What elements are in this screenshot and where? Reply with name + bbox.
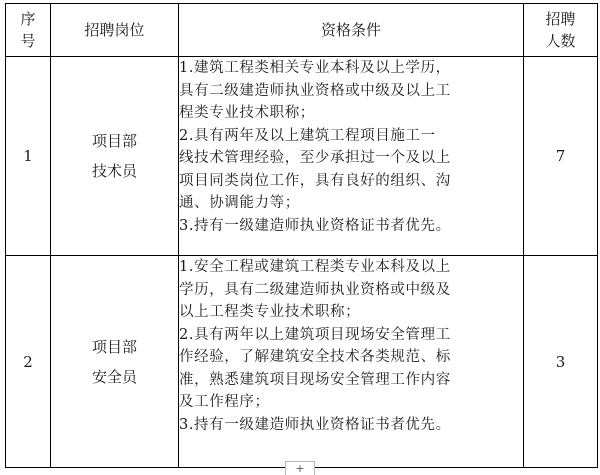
table-row xyxy=(6,256,598,468)
row-serial-number: 1 xyxy=(6,57,51,256)
row-position xyxy=(51,57,179,256)
row-position xyxy=(51,256,179,468)
requirement-line: 具有二级建造师执业资格或中级及以上工 xyxy=(179,82,451,99)
row-headcount: 3 xyxy=(524,256,598,468)
requirement-line: 1.安全工程或建筑工程类专业本科及以上 xyxy=(179,259,451,275)
position-line: 项目部 xyxy=(91,132,137,150)
requirement-line: 2.具有两年及以上建筑工程项目施工一 xyxy=(179,127,436,144)
requirement-line: 3.持有一级建造师执业资格证书者优先。 xyxy=(179,217,451,234)
header-position: 招聘岗位 xyxy=(51,4,179,57)
add-row-button[interactable]: + xyxy=(285,461,315,475)
header-serial-line2: 号 xyxy=(20,32,36,50)
table-header-row xyxy=(6,4,598,57)
row-serial-number: 2 xyxy=(6,256,51,468)
header-headcount-line1: 招聘 xyxy=(545,10,576,28)
header-serial-number xyxy=(6,4,51,57)
requirement-line: 学历，具有二级建造师执业资格或中级及 xyxy=(179,281,451,298)
requirement-line: 1.建筑工程类相关专业本科及以上学历， xyxy=(179,60,451,76)
header-headcount xyxy=(524,4,598,57)
row-requirements xyxy=(179,57,524,256)
row-requirements xyxy=(179,256,524,468)
row-headcount: 7 xyxy=(524,57,598,256)
requirement-line: 2.具有两年以上建筑项目现场安全管理工 xyxy=(179,326,451,343)
header-serial-line1: 序 xyxy=(20,10,36,28)
requirement-line: 准，熟悉建筑项目现场安全管理工作内容 xyxy=(179,371,451,388)
header-headcount-line2: 人数 xyxy=(545,32,576,50)
requirement-line: 项目同类岗位工作，具有良好的组织、沟 xyxy=(179,172,451,189)
position-line: 技术员 xyxy=(91,162,137,180)
position-line: 项目部 xyxy=(91,337,137,356)
table-row xyxy=(6,57,598,256)
recruitment-table xyxy=(5,3,598,468)
requirement-line: 程类专业技术职称； xyxy=(179,105,315,121)
requirement-line: 线技术管理经验，至少承担过一个及以上 xyxy=(179,150,451,166)
requirement-line: 以上工程类专业技术职称； xyxy=(179,304,361,320)
requirement-line: 及工作程序； xyxy=(179,394,270,410)
position-line: 安全员 xyxy=(91,367,137,386)
header-requirements: 资格条件 xyxy=(179,4,524,57)
requirement-line: 作经验，了解建筑安全技术各类规范、标 xyxy=(179,349,451,365)
requirement-line: 通、协调能力等； xyxy=(179,195,300,211)
requirement-line: 3.持有一级建造师执业资格证书者优先。 xyxy=(179,416,451,433)
